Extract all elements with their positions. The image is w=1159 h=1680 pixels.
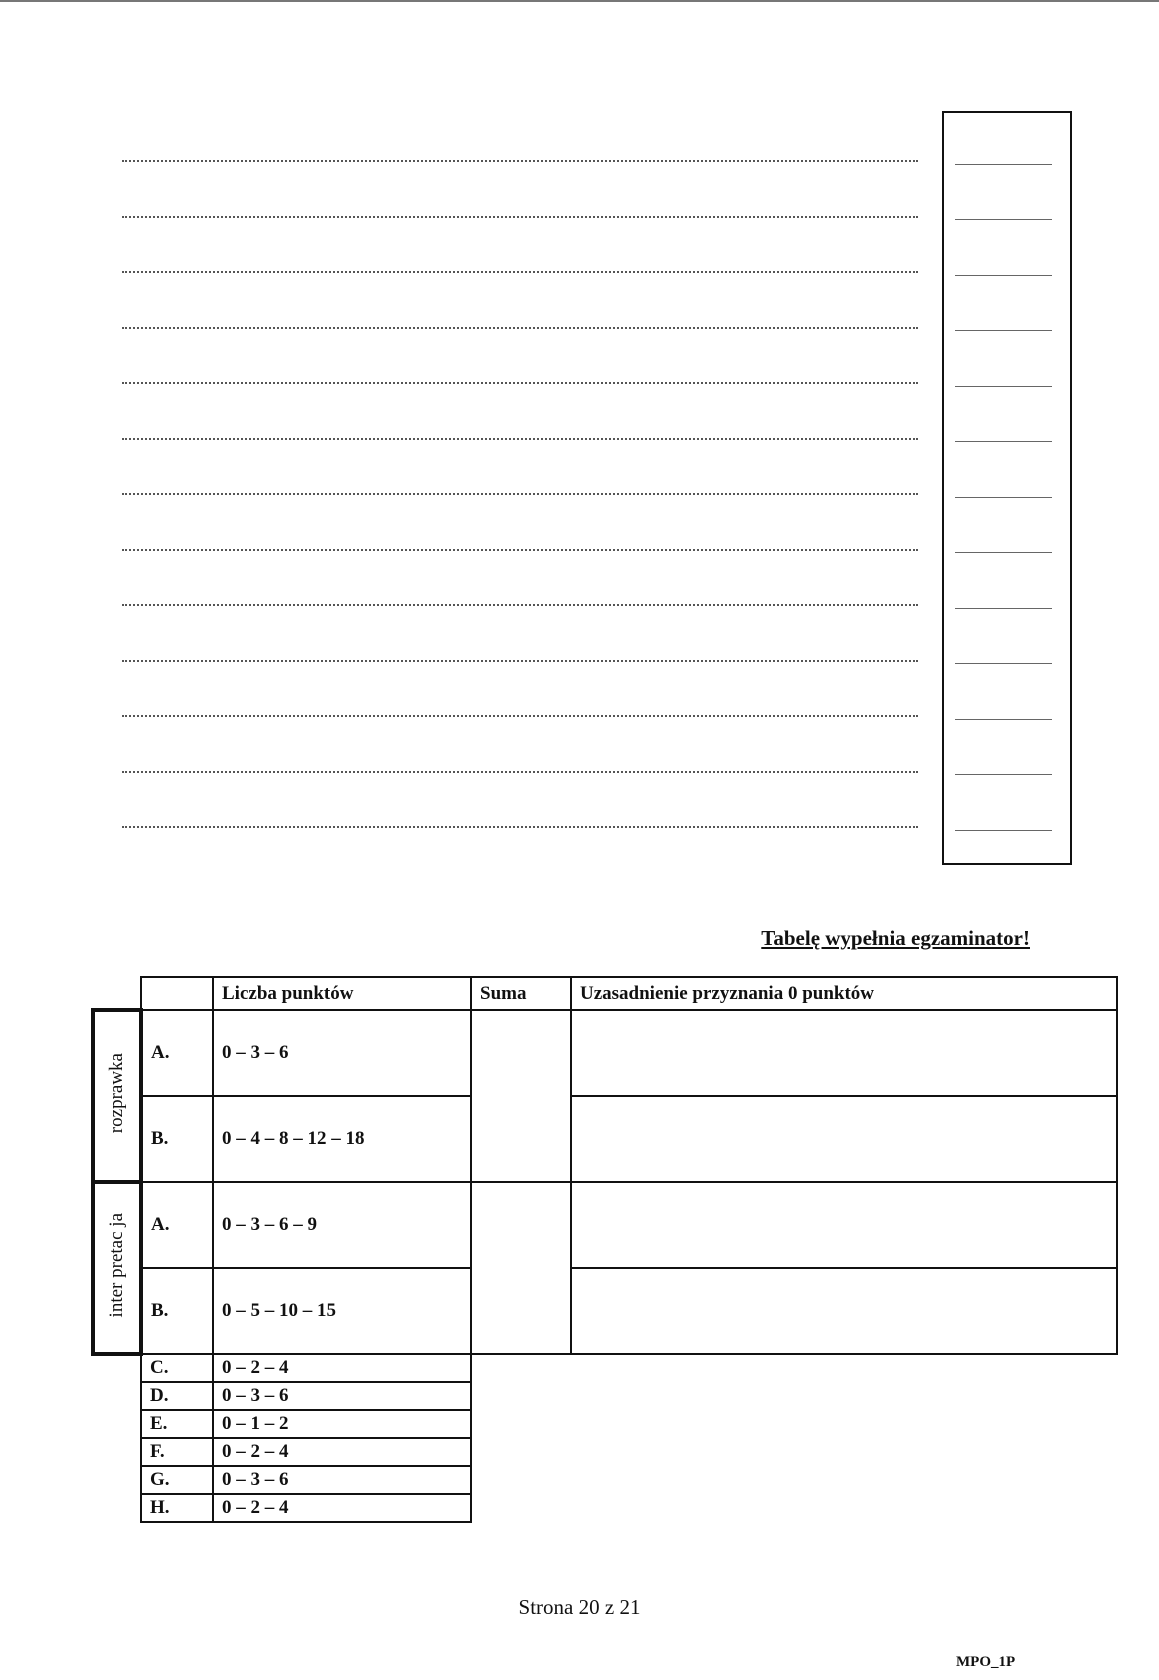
- blank-cell: [471, 1382, 571, 1410]
- justification-field[interactable]: [571, 1096, 1117, 1182]
- writing-line[interactable]: [122, 660, 918, 716]
- examiner-note: Tabelę wypełnia egzaminator!: [761, 926, 1030, 950]
- blank-cell: [571, 1466, 1117, 1494]
- page-top-border: [0, 0, 1159, 2]
- row-points: 0 – 2 – 4: [213, 1438, 471, 1466]
- row-points: 0 – 3 – 6: [213, 1466, 471, 1494]
- row-letter: A.: [141, 1010, 213, 1096]
- row-points: 0 – 2 – 4: [213, 1494, 471, 1522]
- sum-field[interactable]: [471, 1182, 571, 1354]
- table-row: [93, 1010, 1117, 1096]
- row-letter: G.: [141, 1466, 213, 1494]
- header-letter-cell: [141, 977, 213, 1010]
- blank-cell: [471, 1438, 571, 1466]
- writing-line[interactable]: [122, 604, 918, 660]
- writing-line[interactable]: [122, 549, 918, 605]
- blank-cell: [93, 1466, 141, 1494]
- table-row: [93, 1466, 1117, 1494]
- page-number: Strona 20 z 21: [518, 1595, 641, 1619]
- blank-cell: [471, 1466, 571, 1494]
- table-row: [93, 1354, 1117, 1382]
- writing-line[interactable]: [122, 771, 918, 827]
- row-points: 0 – 1 – 2: [213, 1410, 471, 1438]
- table-row: [93, 1268, 1117, 1354]
- margin-line: [955, 497, 1052, 498]
- margin-line: [955, 164, 1052, 165]
- margin-line: [955, 275, 1052, 276]
- group-label-cell: [93, 1182, 141, 1354]
- group-label-cell: [93, 1010, 141, 1182]
- blank-cell: [571, 1382, 1117, 1410]
- blank-cell: [93, 1494, 141, 1522]
- row-letter: B.: [141, 1268, 213, 1354]
- margin-line: [955, 608, 1052, 609]
- table-row: [93, 1438, 1117, 1466]
- writing-line[interactable]: [122, 715, 918, 771]
- row-letter: F.: [141, 1438, 213, 1466]
- header-justification: Uzasadnienie przyznania 0 punktów: [571, 977, 1117, 1010]
- row-points: 0 – 2 – 4: [213, 1354, 471, 1382]
- score-table: [91, 976, 1118, 1523]
- row-letter: H.: [141, 1494, 213, 1522]
- margin-line: [955, 830, 1052, 831]
- row-letter: A.: [141, 1182, 213, 1268]
- header-blank-cell: [93, 977, 141, 1010]
- justification-field[interactable]: [571, 1182, 1117, 1268]
- writing-line[interactable]: [122, 826, 918, 882]
- row-points: 0 – 3 – 6: [213, 1010, 471, 1096]
- row-points: 0 – 5 – 10 – 15: [213, 1268, 471, 1354]
- table-row: [93, 1382, 1117, 1410]
- margin-line: [955, 219, 1052, 220]
- blank-cell: [571, 1354, 1117, 1382]
- blank-cell: [93, 1410, 141, 1438]
- margin-line: [955, 386, 1052, 387]
- writing-line[interactable]: [122, 327, 918, 383]
- table-row: [93, 1410, 1117, 1438]
- writing-line[interactable]: [122, 271, 918, 327]
- row-letter: E.: [141, 1410, 213, 1438]
- margin-line: [955, 719, 1052, 720]
- blank-cell: [571, 1410, 1117, 1438]
- blank-cell: [93, 1382, 141, 1410]
- row-points: 0 – 3 – 6: [213, 1382, 471, 1410]
- table-row: [93, 1182, 1117, 1268]
- margin-line: [955, 663, 1052, 664]
- sum-field[interactable]: [471, 1010, 571, 1182]
- blank-cell: [571, 1494, 1117, 1522]
- margin-line: [955, 774, 1052, 775]
- writing-line[interactable]: [122, 493, 918, 549]
- blank-cell: [571, 1438, 1117, 1466]
- row-letter: B.: [141, 1096, 213, 1182]
- row-points: 0 – 4 – 8 – 12 – 18: [213, 1096, 471, 1182]
- writing-line[interactable]: [122, 160, 918, 216]
- row-letter: C.: [141, 1354, 213, 1382]
- row-letter: D.: [141, 1382, 213, 1410]
- writing-line[interactable]: [122, 438, 918, 494]
- blank-cell: [93, 1354, 141, 1382]
- blank-cell: [471, 1494, 571, 1522]
- exam-code: MPO_1P: [956, 1654, 1016, 1670]
- answer-writing-lines: [122, 160, 918, 882]
- group-label: inter pretac ja: [106, 1212, 127, 1318]
- header-points: Liczba punktów: [213, 977, 471, 1010]
- blank-cell: [471, 1354, 571, 1382]
- blank-cell: [93, 1438, 141, 1466]
- margin-line: [955, 330, 1052, 331]
- writing-line[interactable]: [122, 382, 918, 438]
- group-label: rozprawka: [106, 1052, 127, 1134]
- table-header-row: [93, 977, 1117, 1010]
- header-sum: Suma: [471, 977, 571, 1010]
- examiner-margin-box: [942, 111, 1072, 865]
- margin-line: [955, 441, 1052, 442]
- writing-line[interactable]: [122, 216, 918, 272]
- justification-field[interactable]: [571, 1268, 1117, 1354]
- table-row: [93, 1096, 1117, 1182]
- row-points: 0 – 3 – 6 – 9: [213, 1182, 471, 1268]
- margin-line: [955, 552, 1052, 553]
- table-row: [93, 1494, 1117, 1522]
- blank-cell: [471, 1410, 571, 1438]
- justification-field[interactable]: [571, 1010, 1117, 1096]
